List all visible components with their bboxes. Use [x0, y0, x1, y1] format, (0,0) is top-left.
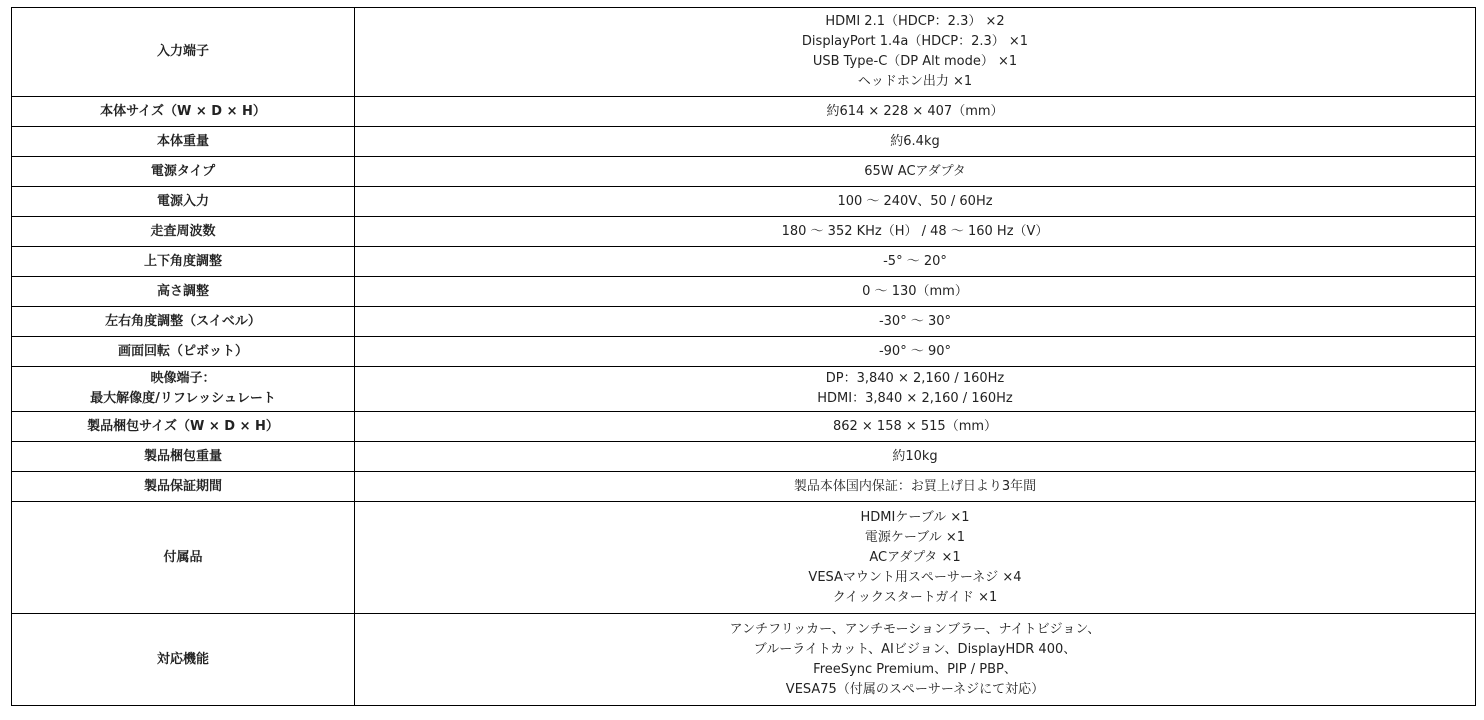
- spec-value: [355, 442, 1476, 472]
- spec-table-body: [12, 8, 1476, 706]
- value-line: アンチフリッカー、アンチモーションブラー、ナイトビジョン、: [729, 621, 1101, 637]
- table-row: [12, 614, 1476, 706]
- table-row: [12, 337, 1476, 367]
- spec-value: [355, 502, 1476, 614]
- label-line: 上下角度調整: [143, 253, 222, 269]
- spec-value: [355, 187, 1476, 217]
- spec-value: [355, 614, 1476, 706]
- table-row: [12, 502, 1476, 614]
- value-line: 100 ～ 240V、50 / 60Hz: [837, 193, 993, 209]
- spec-value: [355, 127, 1476, 157]
- table-row: [12, 157, 1476, 187]
- spec-value: [355, 247, 1476, 277]
- value-line: -30° ～ 30°: [878, 313, 952, 329]
- table-row: [12, 277, 1476, 307]
- table-row: [12, 412, 1476, 442]
- spec-value: [355, 307, 1476, 337]
- value-line: クイックスタートガイド ×1: [832, 589, 998, 605]
- value-line: FreeSync Premium、PIP / PBP、: [813, 661, 1017, 677]
- value-line: 約614 × 228 × 407（mm）: [826, 103, 1004, 119]
- table-row: [12, 472, 1476, 502]
- spec-label: [12, 614, 355, 706]
- value-line: 0 ～ 130（mm）: [862, 283, 968, 299]
- spec-value: [355, 412, 1476, 442]
- value-line: HDMIケーブル ×1: [860, 509, 970, 525]
- value-line: 製品本体国内保証：お買上げ日より3年間: [793, 478, 1037, 494]
- spec-label: [12, 247, 355, 277]
- value-line: 電源ケーブル ×1: [864, 529, 966, 545]
- spec-value: [355, 277, 1476, 307]
- spec-label: [12, 367, 355, 412]
- spec-label: [12, 412, 355, 442]
- spec-table: [11, 7, 1476, 706]
- label-line: 付属品: [163, 549, 203, 565]
- spec-label: [12, 472, 355, 502]
- value-line: 180 ～ 352 KHz（H） / 48 ～ 160 Hz（V）: [781, 223, 1049, 239]
- spec-value: [355, 97, 1476, 127]
- label-line: 本体重量: [156, 133, 209, 149]
- label-line: 左右角度調整（スイベル）: [105, 313, 261, 329]
- spec-label: [12, 97, 355, 127]
- label-line: 映像端子：: [150, 371, 216, 386]
- value-line: 約10kg: [892, 448, 938, 464]
- spec-label: [12, 157, 355, 187]
- spec-label: [12, 502, 355, 614]
- spec-value: [355, 472, 1476, 502]
- value-line: VESAマウント用スペーサーネジ ×4: [808, 569, 1022, 585]
- table-row: [12, 97, 1476, 127]
- table-row: [12, 247, 1476, 277]
- spec-label: [12, 187, 355, 217]
- label-line: 最大解像度/リフレッシュレート: [90, 391, 276, 406]
- table-row: [12, 367, 1476, 412]
- table-row: [12, 307, 1476, 337]
- value-line: -90° ～ 90°: [878, 343, 952, 359]
- label-line: 製品保証期間: [143, 478, 222, 494]
- spec-value: [355, 8, 1476, 97]
- spec-label: [12, 127, 355, 157]
- value-line: USB Type-C（DP Alt mode） ×1: [812, 54, 1018, 69]
- table-row: [12, 8, 1476, 97]
- value-line: -5° ～ 20°: [883, 253, 947, 269]
- value-line: DP：3,840 × 2,160 / 160Hz: [825, 371, 1005, 386]
- spec-label: [12, 442, 355, 472]
- label-line: 本体サイズ（W × D × H）: [100, 103, 266, 119]
- label-line: 製品梱包サイズ（W × D × H）: [87, 418, 279, 434]
- table-row: [12, 187, 1476, 217]
- spec-label: [12, 8, 355, 97]
- value-line: 65W ACアダプタ: [864, 163, 966, 179]
- label-line: 高さ調整: [156, 283, 209, 299]
- spec-value: [355, 367, 1476, 412]
- value-line: HDMI 2.1（HDCP：2.3） ×2: [825, 14, 1005, 29]
- value-line: 862 × 158 × 515（mm）: [832, 418, 998, 434]
- label-line: 電源入力: [156, 193, 209, 209]
- spec-value: [355, 337, 1476, 367]
- value-line: VESA75（付属のスペーサーネジにて対応）: [785, 681, 1045, 697]
- label-line: 入力端子: [156, 44, 209, 59]
- label-line: 電源タイプ: [150, 163, 216, 179]
- value-line: DisplayPort 1.4a（HDCP：2.3） ×1: [801, 34, 1029, 49]
- value-line: ACアダプタ ×1: [869, 549, 961, 565]
- value-line: HDMI：3,840 × 2,160 / 160Hz: [817, 391, 1013, 406]
- value-line: ヘッドホン出力 ×1: [857, 74, 973, 89]
- label-line: 製品梱包重量: [143, 448, 222, 464]
- spec-value: [355, 217, 1476, 247]
- label-line: 画面回転（ピボット）: [117, 343, 248, 359]
- value-line: ブルーライトカット、AIビジョン、DisplayHDR 400、: [753, 641, 1077, 657]
- spec-label: [12, 277, 355, 307]
- spec-label: [12, 217, 355, 247]
- spec-label: [12, 307, 355, 337]
- table-row: [12, 217, 1476, 247]
- value-line: 約6.4kg: [890, 133, 940, 149]
- label-line: 対応機能: [156, 651, 209, 667]
- spec-value: [355, 157, 1476, 187]
- table-row: [12, 127, 1476, 157]
- table-row: [12, 442, 1476, 472]
- spec-label: [12, 337, 355, 367]
- label-line: 走査周波数: [150, 223, 216, 239]
